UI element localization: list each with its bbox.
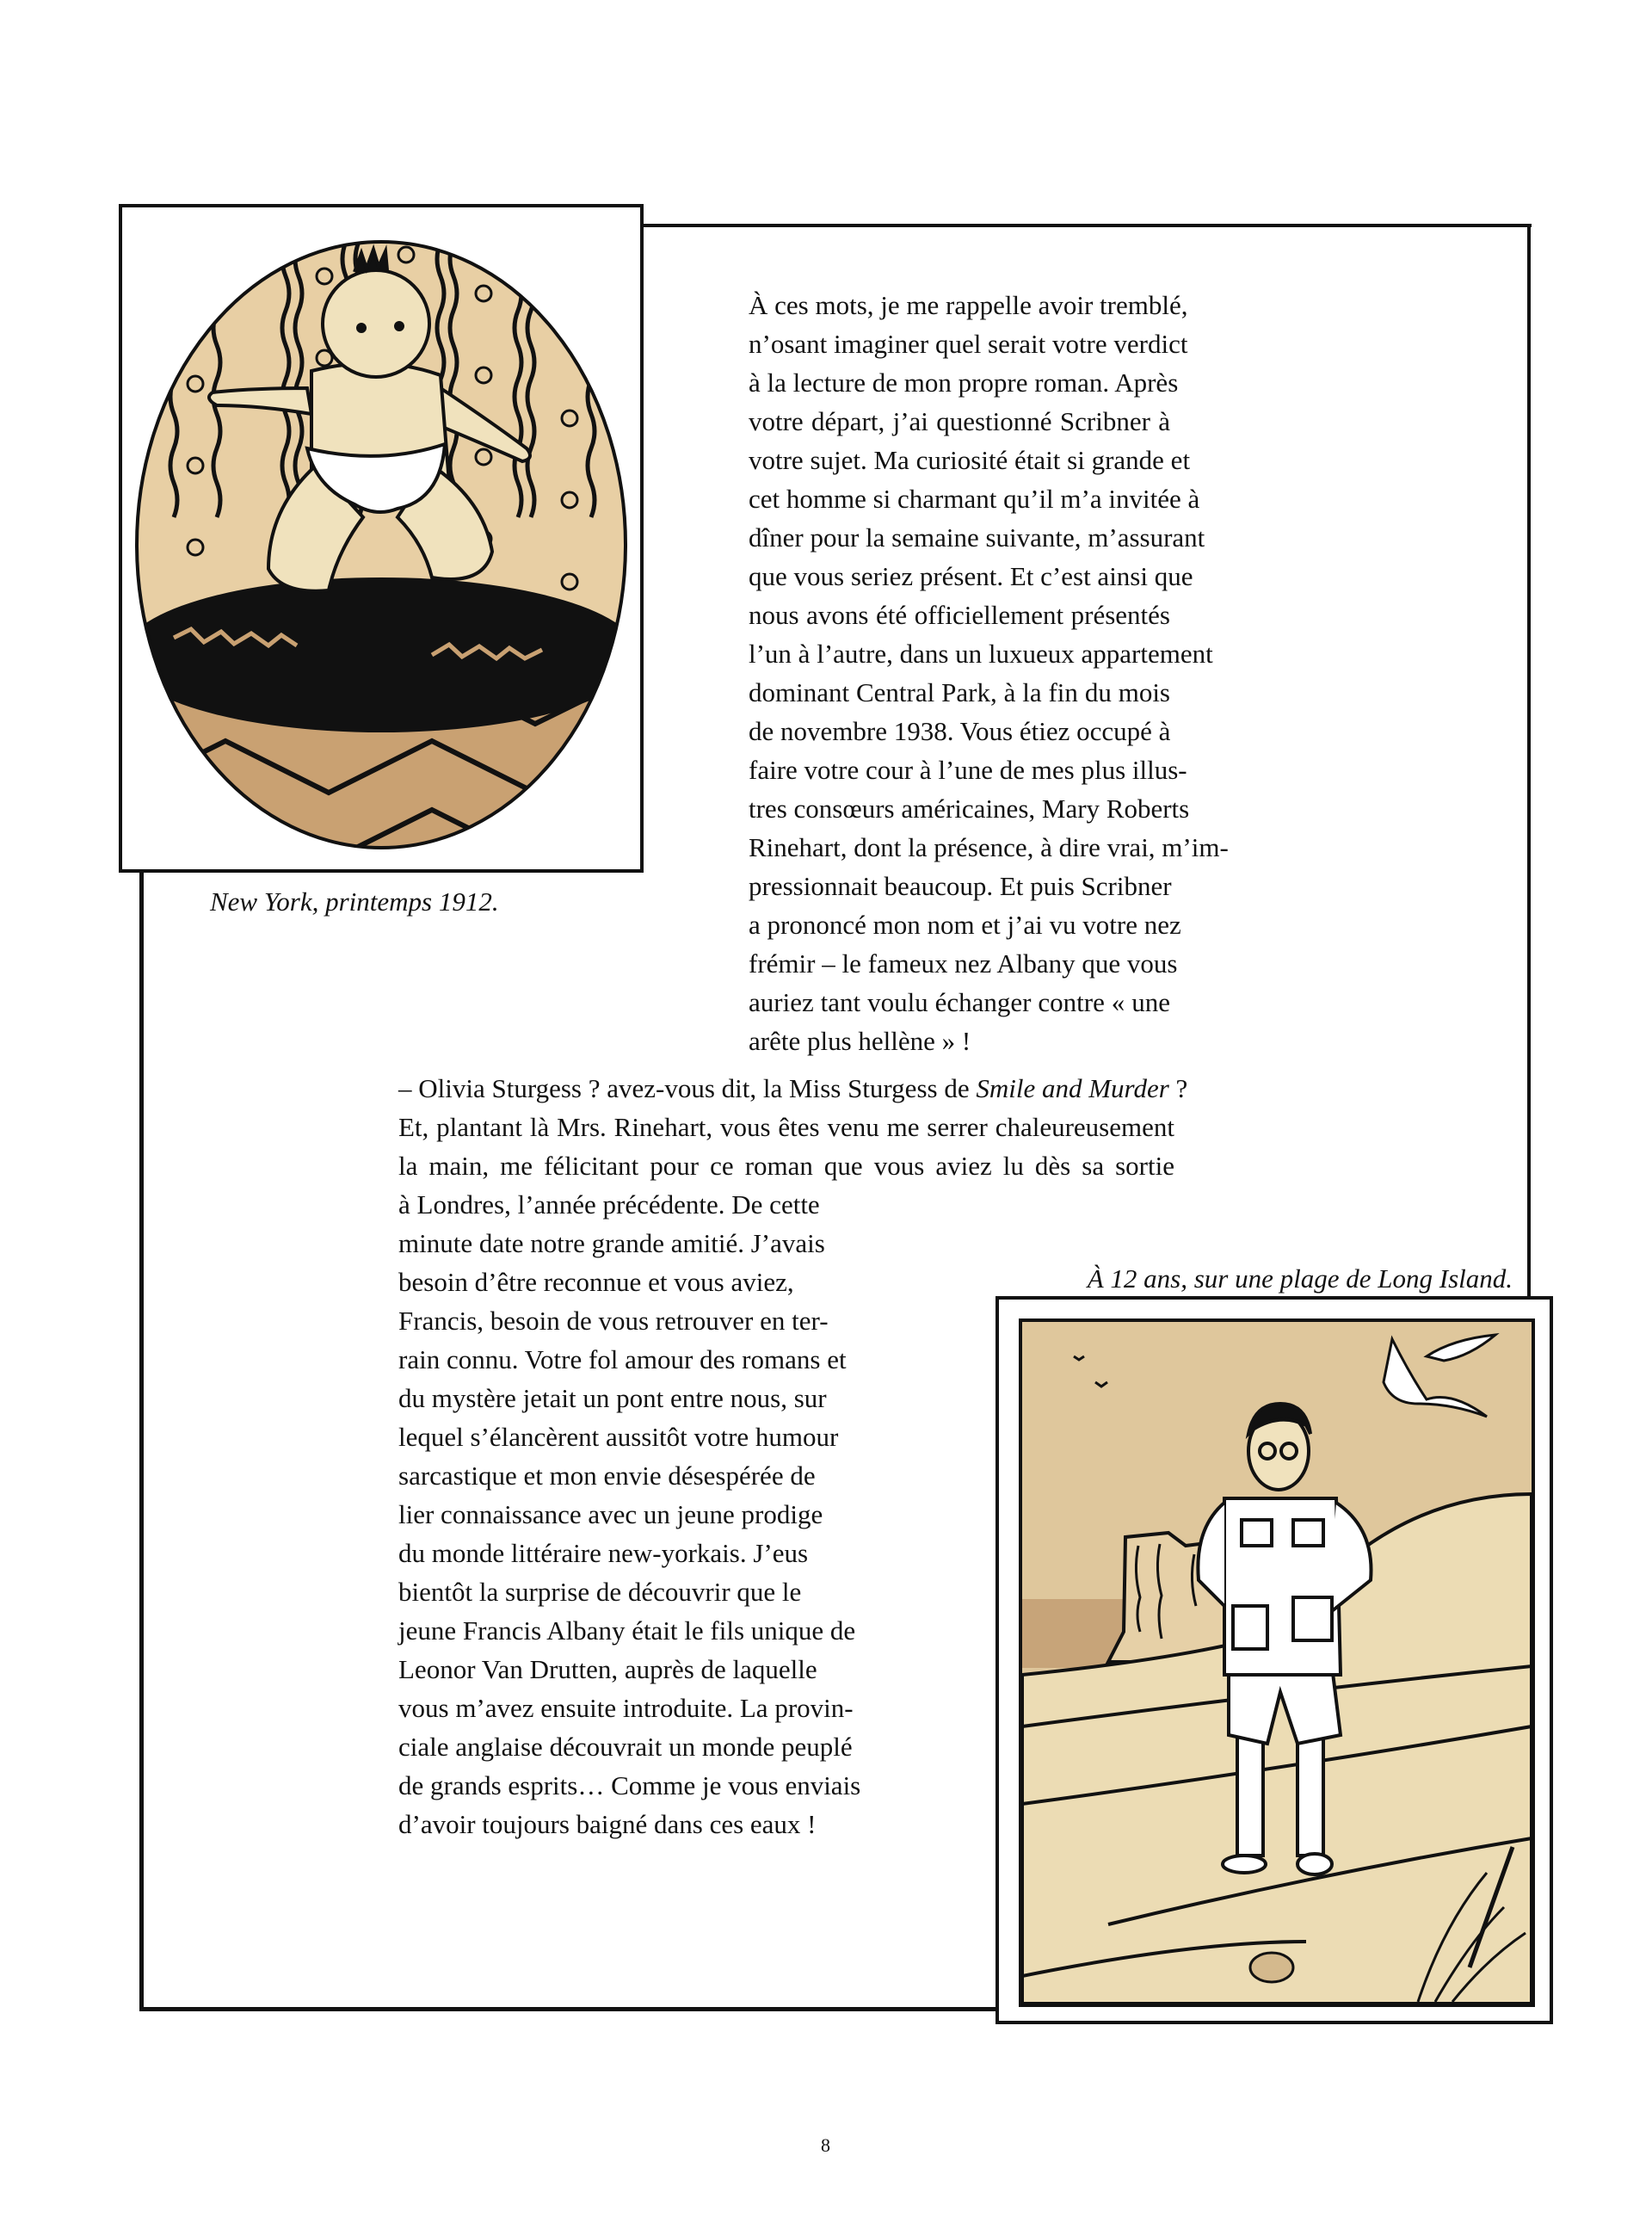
- text-line: nous avons été officiellement présentés: [749, 600, 1170, 630]
- beach-illustration: [1022, 1322, 1532, 2004]
- text-line: à Londres, l’année précédente. De cette: [398, 1189, 820, 1220]
- text-line: Leonor Van Drutten, auprès de laquelle: [398, 1654, 817, 1684]
- book-title: Smile and Murder: [976, 1073, 1169, 1103]
- text-line: auriez tant voulu échanger contre « une: [749, 987, 1170, 1017]
- text-line: arête plus hellène » !: [749, 1026, 971, 1056]
- text-line: n’osant imaginer quel serait votre verdict: [749, 329, 1188, 359]
- text-frame-top-border: [641, 224, 1532, 227]
- wide-text-block: [398, 1069, 1188, 1185]
- text-line: lequel s’élancèrent aussitôt votre humour: [398, 1422, 839, 1452]
- text-line: que vous seriez présent. Et c’est ainsi que: [749, 561, 1193, 591]
- text-line: rain connu. Votre fol amour des romans et: [398, 1344, 847, 1374]
- text-line: la main, me félicitant pour ce roman que vous aviez lu dès sa sortie: [398, 1151, 1174, 1181]
- text-line: jeune Francis Albany était le fils unique de: [398, 1615, 856, 1646]
- text-frame-right-border: [1527, 224, 1531, 1298]
- text-line: frémir – le fameux nez Albany que vous: [749, 948, 1178, 979]
- text-line: dominant Central Park, à la fin du mois: [749, 677, 1170, 707]
- text-line: de grands esprits… Comme je vous enviais: [398, 1770, 861, 1800]
- text-line: dîner pour la semaine suivante, m’assurant: [749, 522, 1205, 553]
- beach-illustration-art: [1019, 1318, 1535, 2007]
- baby-illustration-caption: New York, printemps 1912.: [210, 886, 499, 917]
- text-line: pressionnait beaucoup. Et puis Scribner: [749, 871, 1172, 901]
- upper-text-column: [749, 286, 1229, 1060]
- text-line: du mystère jetait un pont entre nous, sur: [398, 1383, 827, 1413]
- baby-illustration-panel: [119, 204, 644, 873]
- text-line: faire votre cour à l’une de mes plus illus-: [749, 755, 1187, 785]
- text-line: vous m’avez ensuite introduite. La provin-: [398, 1693, 854, 1723]
- text-line: – Olivia Sturgess ? avez-vous dit, la Miss Sturgess de Smile and Murder ?: [398, 1073, 1188, 1103]
- beach-illustration-panel: [996, 1296, 1553, 2024]
- text-line: de novembre 1938. Vous étiez occupé à: [749, 716, 1171, 746]
- text-frame-bottom-border: [139, 2007, 997, 2011]
- text-line: tres consœurs américaines, Mary Roberts: [749, 794, 1190, 824]
- text-line: d’avoir toujours baigné dans ces eaux !: [398, 1809, 817, 1839]
- text-line: minute date notre grande amitié. J’avais: [398, 1228, 825, 1258]
- text-line: ciale anglaise découvrait un monde peuplé: [398, 1732, 853, 1762]
- text-line: à la lecture de mon propre roman. Après: [749, 367, 1179, 398]
- shell: [1250, 1953, 1293, 1982]
- text-line: Francis, besoin de vous retrouver en ter-: [398, 1306, 829, 1336]
- text-line: bientôt la surprise de découvrir que le: [398, 1577, 802, 1607]
- text-line: votre départ, j’ai questionné Scribner à: [749, 406, 1170, 436]
- text-line: votre sujet. Ma curiosité était si grande et: [749, 445, 1191, 475]
- lower-text-column: [398, 1185, 861, 1843]
- text-frame-left-border: [139, 871, 144, 2011]
- fur-cushion: [123, 577, 639, 732]
- text-line: sarcastique et mon envie désespérée de: [398, 1461, 816, 1491]
- baby-illustration: [122, 207, 640, 869]
- text-line: À ces mots, je me rappelle avoir tremblé,: [749, 290, 1188, 320]
- text-line: cet homme si charmant qu’il m’a invitée à: [749, 484, 1200, 514]
- beach-illustration-caption: À 12 ans, sur une plage de Long Island.: [1087, 1263, 1513, 1294]
- text-line: Et, plantant là Mrs. Rinehart, vous êtes venu me serrer chaleureusement: [398, 1112, 1174, 1142]
- text-line: lier connaissance avec un jeune prodige: [398, 1499, 823, 1529]
- text-line: l’un à l’autre, dans un luxueux appartement: [749, 639, 1213, 669]
- text-line: besoin d’être reconnue et vous aviez,: [398, 1267, 794, 1297]
- text-line: Rinehart, dont la présence, à dire vrai, m’im-: [749, 832, 1229, 862]
- page-number: 8: [821, 2134, 830, 2156]
- text-line: a prononcé mon nom et j’ai vu votre nez: [749, 910, 1181, 940]
- text-line: du monde littéraire new-yorkais. J’eus: [398, 1538, 809, 1568]
